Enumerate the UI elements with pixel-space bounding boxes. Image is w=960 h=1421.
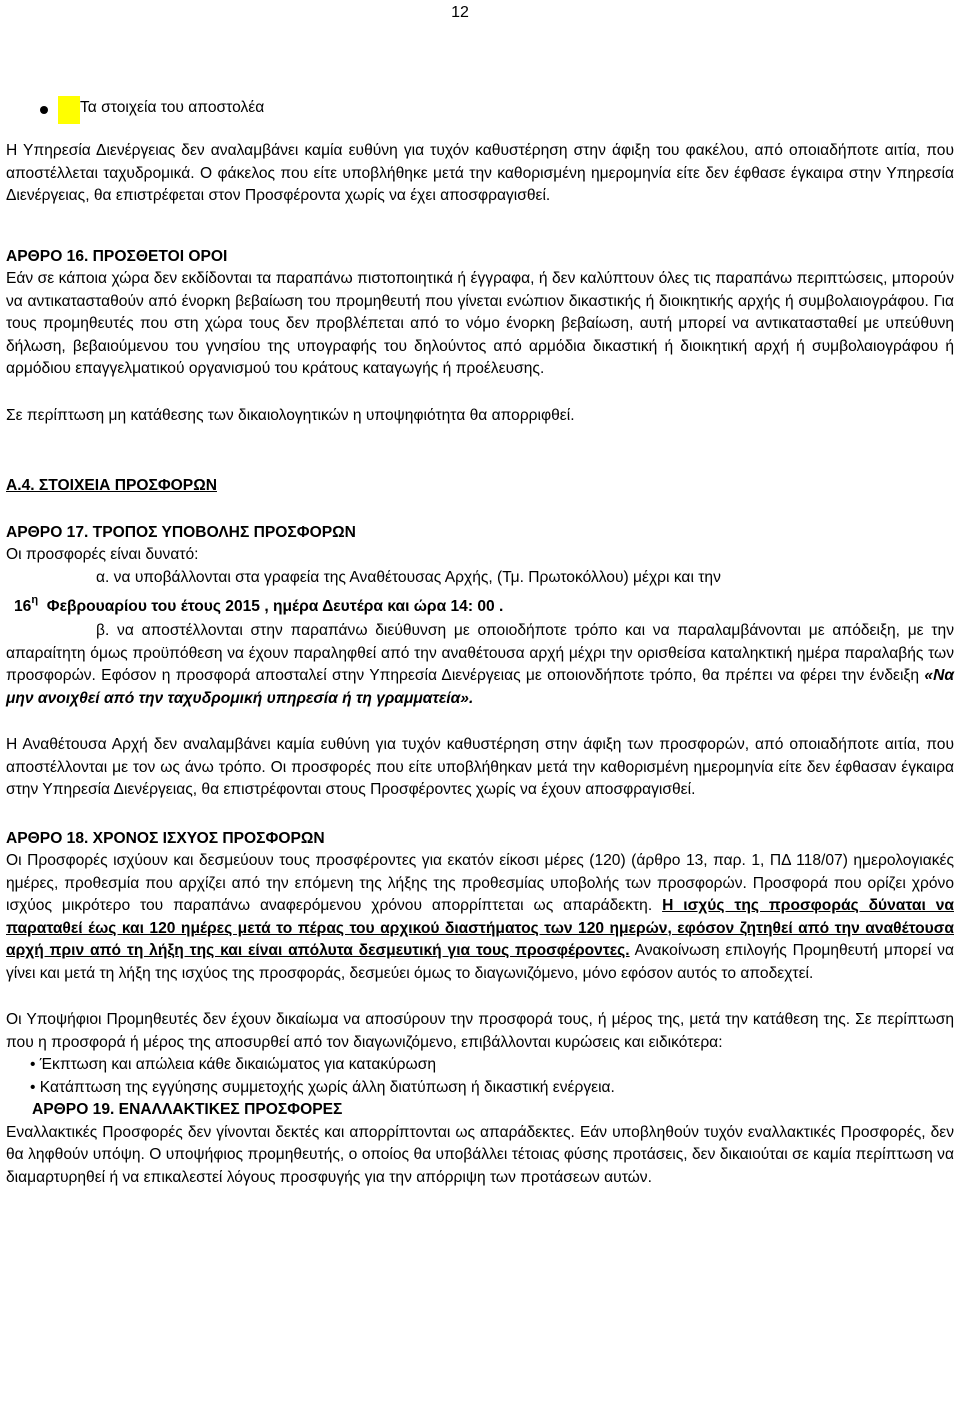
option-b-text: β. να αποστέλλονται στην παραπάνω διεύθυνση με οποιοδήποτε τρόπο και να παραλαμβάνονται με απόδειξη, με την απαραίτητη όμως προϋπόθεση να έχουν παραληφθεί από την αναθέτουσα αρχή μέχρι την ορισθείσα καταληκτική ημέρα παραλαβής των προσφορών. Εφόσον η προσφορά αποσταλεί στην Υπηρεσία Διενέργειας με οποιονδήποτε τρόπο, θα πρέπει να φέρει την ένδειξη <box>6 622 954 685</box>
deadline-day-suffix: η <box>31 594 39 606</box>
section-a4-title: Α.4. ΣΤΟΙΧΕΙΑ ΠΡΟΣΦΟΡΩΝ <box>6 477 217 494</box>
article-19-title: ΑΡΘΡΟ 19. ΕΝΑΛΛΑΚΤΙΚΕΣ ΠΡΟΣΦΟΡΕΣ <box>32 1101 343 1119</box>
bullet-heading: Τα στοιχεία του αποστολέα <box>80 99 265 116</box>
article-16-title: ΑΡΘΡΟ 16. ΠΡΟΣΘΕΤΟΙ ΟΡΟΙ <box>6 247 228 265</box>
submission-deadline <box>14 589 954 620</box>
highlight-mark <box>58 96 80 124</box>
document-body <box>6 96 954 1189</box>
list-item: • Κατάπτωση της εγγύησης συμμετοχής χωρίς άλλη διατύπωση ή δικαστική ενέργεια. <box>30 1078 615 1096</box>
article-18-extension: Η ισχύς της προσφοράς δύναται να παραταθεί έως και 120 ημέρες μετά το πέρας του αρχικού διαστήματος των 120 ημερών, εφόσον ζητηθεί από την αναθέτουσα αρχή πριν από τη λήξη της και είναι απόλυτα δεσμευτική για τους προσφέροντες. <box>6 897 954 960</box>
article-19-body: Εναλλακτικές Προσφορές δεν γίνονται δεκτές και απορρίπτονται ως απαράδεκτες. Εάν υποβληθούν τυχόν εναλλακτικές Προσφορές, δεν θα ληφθούν υπόψη. Ο υποψήφιος προμηθευτής, ο οποίος θα υποβάλλει τέτοιας φύσης προτάσεις, δεν δικαιούται σε καμία περίπτωση να διαμαρτυρηθεί ή να επικαλεστεί λόγους προσφυγής για την απόρριψη των προτάσεων αυτών. <box>6 1123 954 1186</box>
article-17-liability: Η Αναθέτουσα Αρχή δεν αναλαμβάνει καμία ευθύνη για τυχόν καθυστέρηση στην άφιξη των προσφορών, από οποιαδήποτε αιτία, που αποστέλλονται με τον ως άνω τρόπο. Οι προσφορές που είτε υποβλήθηκαν μετά την καθορισμένη ημερομηνία είτε δεν έφθασαν έγκαιρα στην Υπηρεσία Διενέργειας, θα επιστρέφονται στους Προσφέροντες χωρίς να έχουν αποσφραγισθεί. <box>6 736 954 799</box>
article-18-tail: Ανακοίνωση επιλογής Προμηθευτή μπορεί να γίνει και μετά τη λήξη της ισχύος της προσφοράς, δεσμεύει όμως το διαγωνιζόμενο, μόνο εφόσον αυτός το αποδεχτεί. <box>6 942 954 982</box>
article-17-option-b <box>6 620 954 710</box>
article-16-body: Εάν σε κάποια χώρα δεν εκδίδονται τα παραπάνω πιστοποιητικά ή έγγραφα, ή δεν καλύπτουν όλες τις παραπάνω περιπτώσεις, μπορούν να αντικατασταθούν από ένορκη βεβαίωση του προμηθευτή που γίνεται ενώπιον δικαστικής ή διοικητικής αρχής ή συμβολαιογράφου. Για τους προμηθευτές που στη χώρα τους δεν προβλέπεται από το νόμο ένορκη βεβαίωση, αυτή μπορεί να αντικατασταθεί με υπεύθυνη δήλωση, βεβαιούμενου του γνησίου της υπογραφής του δηλούντος από αρμόδια δικαστική ή διοικητική αρχή ή συμβολαιογράφου ή αρμόδιου επαγγελματικού οργανισμού του κράτους καταγωγής ή προέλευσης. <box>6 270 954 377</box>
option-b-label: «Να μην ανοιχθεί από την ταχυδρομική υπηρεσία ή τη γραμματεία». <box>6 667 954 707</box>
deadline-day: 16 <box>14 598 32 616</box>
article-18-text: Οι Προσφορές ισχύουν και δεσμεύουν τους προσφέροντες για εκατόν είκοσι μέρες (120) (άρθρο 13, παρ. 1, ΠΔ 118/07) ημερολογιακές ημέρες, προθεσμία που αρχίζει από την επόμενη της λήξης της προθεσμίας υποβολής των προσφορών. Προσφορά που ορίζει χρόνο ισχύος μικρότερο του παραπάνω αναφερόμενου χρόνου απορρίπτεται ως απαράδεκτη. <box>6 852 954 915</box>
bullet-icon <box>40 106 48 114</box>
article-18-title: ΑΡΘΡΟ 18. ΧΡΟΝΟΣ ΙΣΧΥΟΣ ΠΡΟΣΦΟΡΩΝ <box>6 829 325 847</box>
article-18-withdrawal: Οι Υποψήφιοι Προμηθευτές δεν έχουν δικαίωμα να αποσύρουν την προσφορά τους, ή μέρος της, μετά την κατάθεση της. Σε περίπτωση που η προσφορά ή μέρος της αποσυρθεί από τον διαγωνιζόμενο, επιβάλλονται κυρώσεις και ειδικότερα: <box>6 1011 954 1051</box>
article-16-rejection: Σε περίπτωση μη κατάθεσης των δικαιολογητικών η υποψηφιότητα θα απορριφθεί. <box>6 406 575 424</box>
list-item: • Έκπτωση και απώλεια κάθε δικαιώματος για κατακύρωση <box>30 1056 437 1074</box>
paragraph-delivery-liability: Η Υπηρεσία Διενέργειας δεν αναλαμβάνει καμία ευθύνη για τυχόν καθυστέρηση στην άφιξη του φακέλου, από οποιαδήποτε αιτία, που αποστέλλεται ταχυδρομικά. Ο φάκελος που είτε υποβλήθηκε μετά την καθορισμένη ημερομηνία είτε δεν έφθασε έγκαιρα στην Υπηρεσία Διενέργειας, θα επιστρέφεται στον Προσφέροντα χωρίς να έχει αποσφραγισθεί. <box>6 142 954 204</box>
deadline-details: Φεβρουαρίου του έτους 2015 , ημέρα Δευτέρα και ώρα 14: 00 . <box>46 598 504 616</box>
article-17-intro: Οι προσφορές είναι δυνατό: <box>6 546 199 563</box>
article-17-title: ΑΡΘΡΟ 17. ΤΡΟΠΟΣ ΥΠΟΒΟΛΗΣ ΠΡΟΣΦΟΡΩΝ <box>6 523 356 541</box>
article-18-body <box>6 850 954 985</box>
article-17-option-a: α. να υποβάλλονται στα γραφεία της Αναθέτουσας Αρχής, (Τμ. Πρωτοκόλλου) μέχρι και την <box>96 568 721 586</box>
page-number: 12 <box>451 4 469 21</box>
sender-details-bullet <box>6 96 954 126</box>
